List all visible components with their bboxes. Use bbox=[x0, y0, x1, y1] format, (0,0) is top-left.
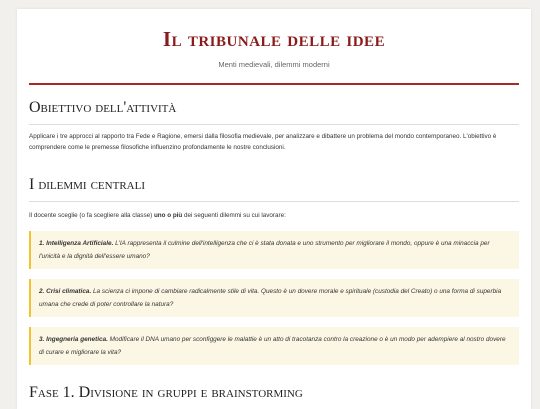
dilemma-callout-genetics bbox=[29, 327, 519, 365]
dilemma-callout-climate bbox=[29, 279, 519, 317]
page-subtitle: Menti medievali, dilemmi moderni bbox=[17, 60, 531, 70]
phase1-section bbox=[29, 383, 519, 409]
page-header bbox=[17, 9, 531, 70]
dilemma-text: La scienza ci impone di cambiare radicalmente stile di vita. Questo è un dovere morale e spirituale (custodia del Creato) o una forma di superbia umana che crede di poter controllare la natura? bbox=[39, 288, 501, 308]
dilemmas-heading: I dilemmi centrali bbox=[29, 175, 519, 195]
dilemmas-divider bbox=[29, 201, 519, 202]
dilemmas-intro-text: Il docente sceglie (o fa scegliere alla classe) bbox=[29, 212, 154, 219]
dilemma-text: Modificare il DNA umano per sconfiggere le malattie è un atto di tracotanza contro la creazione o è un modo per adempiere al nostro dovere di curare e migliorare la vita? bbox=[39, 336, 506, 356]
objective-heading: Obiettivo dell'attività bbox=[29, 98, 519, 118]
dilemma-title: 3. Ingegneria genetica. bbox=[39, 336, 108, 343]
dilemma-text: L'IA rappresenta il culmine dell'intelligenza che ci è stata donata e uno strumento per migliorare il mondo, oppure è una minaccia per l'unicità e la dignità dell'essere umano? bbox=[39, 240, 490, 260]
objective-section bbox=[29, 98, 519, 153]
dilemmas-intro-emphasis: uno o più bbox=[154, 212, 182, 219]
dilemmas-intro bbox=[29, 211, 519, 222]
document-page bbox=[17, 9, 531, 409]
header-divider bbox=[29, 83, 519, 85]
phase1-heading: Fase 1. Divisione in gruppi e brainstorming bbox=[29, 383, 519, 403]
dilemma-title: 1. Intelligenza Artificiale. bbox=[39, 240, 113, 247]
dilemmas-section bbox=[29, 175, 519, 365]
objective-text: Applicare i tre approcci al rapporto tra Fede e Ragione, emersi dalla filosofia medievale, per analizzare e dibattere un problema del mondo contemporaneo. L'obiettivo è comprendere come le premesse filosofiche influenzino profondamente le nostre conclusioni. bbox=[29, 132, 519, 153]
objective-divider bbox=[29, 124, 519, 125]
page-content bbox=[17, 98, 531, 409]
dilemma-title: 2. Crisi climatica. bbox=[39, 288, 91, 295]
dilemmas-intro-text-end: dei seguenti dilemmi su cui lavorare: bbox=[182, 212, 286, 219]
page-title: Il tribunale delle idee bbox=[17, 27, 531, 51]
dilemma-callout-ai bbox=[29, 231, 519, 269]
